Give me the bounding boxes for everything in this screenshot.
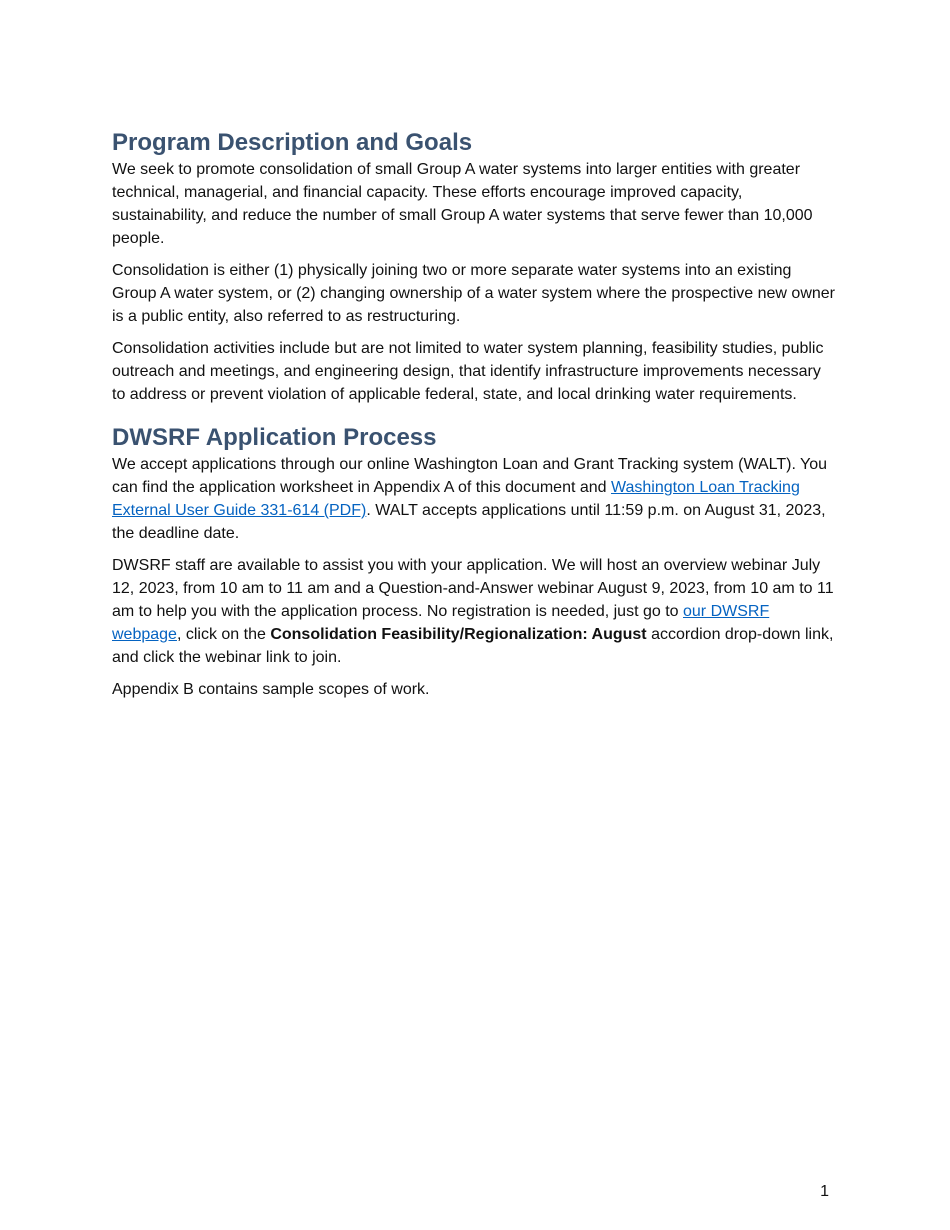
paragraph: We seek to promote consolidation of small Group A water systems into larger entities with greater technical, managerial, and financial capacity. These efforts encourage improved capacity, sustainability, and reduce the number of small Group A water systems that serve fewer than 10,000 people.: [112, 161, 813, 247]
page-number: 1: [820, 1183, 829, 1200]
bold-accordion-name: Consolidation Feasibility/Regionalization: August: [270, 626, 647, 643]
user-guide-link[interactable]: Washington Loan Tracking External User Guide 331-614 (PDF): [112, 479, 800, 519]
dwsrf-webpage-link[interactable]: our DWSRF webpage: [112, 603, 770, 643]
section-heading-program: Program Description and Goals: [112, 129, 473, 156]
section-heading-application: DWSRF Application Process: [112, 424, 437, 451]
paragraph: Appendix B contains sample scopes of work.: [112, 681, 430, 698]
paragraph: [112, 453, 838, 545]
paragraph: Consolidation activities include but are not limited to water system planning, feasibility studies, public outreach and meetings, and engineering design, that identify infrastructure improvements necessary to address or prevent violation of applicable federal, state, and local drinking water requirements.: [112, 340, 824, 403]
paragraph-text: . WALT accepts applications until 11:59 p.m. on August 31, 2023, the deadline date.: [112, 502, 826, 542]
section-program-description: [112, 128, 838, 406]
paragraph-text: , click on the: [176, 626, 271, 643]
document-page: [112, 128, 838, 710]
paragraph: [112, 554, 838, 669]
paragraph-text: DWSRF staff are available to assist you with your application. We will host an overview webinar July 12, 2023, from 10 am to 11 am and a Question-and-Answer webinar August 9, 2023, from 10 am to 11 am to help you with the application process. No registration is needed, just go to: [112, 557, 834, 620]
paragraph-text: accordion drop-down link, and click the webinar link to join.: [112, 626, 834, 666]
paragraph: Consolidation is either (1) physically joining two or more separate water systems into an existing Group A water system, or (2) changing ownership of a water system where the prospective new owner is a public entity, also referred to as restructuring.: [112, 262, 836, 325]
paragraph-text: We accept applications through our online Washington Loan and Grant Tracking system (WALT). You can find the application worksheet in Appendix A of this document and: [112, 456, 828, 496]
section-application-process: [112, 423, 838, 701]
